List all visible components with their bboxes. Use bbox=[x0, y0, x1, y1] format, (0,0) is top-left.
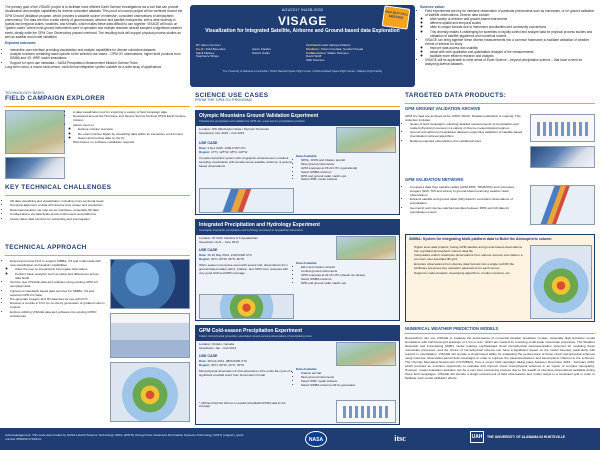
page-title: VISAGE bbox=[278, 14, 327, 28]
collab-name: David Wolff bbox=[306, 54, 322, 59]
case-dates-text: Operations: Jan – Feb 2012 bbox=[199, 345, 237, 350]
fce-item: • A data visualization tool for exploring a variety of field campaign data bbox=[73, 110, 190, 114]
title-block bbox=[190, 5, 415, 87]
case-location-text: Location: W North Carolina & S Appalachian bbox=[199, 236, 258, 240]
data-panel-image bbox=[110, 313, 190, 358]
vn-item: • Extracts satellite and ground radar (GR) data for coincident observations of precipitation bbox=[410, 197, 525, 205]
outcomes-heading: Expected outcomes: bbox=[5, 41, 37, 46]
data-available-item: • GPM overpass at 22:16 UTC (shoals out phase) bbox=[301, 274, 396, 278]
uah-logo bbox=[470, 431, 590, 447]
coi-name: Todd Berendes bbox=[205, 46, 226, 51]
coi-name: Manil Maskey bbox=[196, 50, 215, 55]
section-header-data-products: TARGETED DATA PRODUCTS: bbox=[405, 92, 595, 104]
case-description: Investigate orographic precipitation and hydrology processes in Appalachian Mountains bbox=[199, 228, 303, 232]
use-case-gcpex bbox=[195, 325, 400, 425]
intro-text bbox=[5, 5, 185, 71]
section-header-use-cases bbox=[195, 92, 400, 107]
data-available-item: • GPM overpass at 15:22 UTC (operational) bbox=[301, 167, 396, 171]
data-available-item: • DPR and ground radar match-ups bbox=[301, 175, 396, 179]
section-header-challenges: KEY TECHNICAL CHALLENGES bbox=[5, 184, 190, 196]
science-value-subitem: ◦ improve data access and usability bbox=[430, 46, 596, 50]
data-available-item: • NPOL, DOW and Citation aircraft bbox=[301, 159, 396, 163]
data-available-item: • Select SIMBA columns will be generated bbox=[301, 384, 396, 388]
data-available-item: • Select WRF model subsets bbox=[301, 380, 396, 384]
gcpex-plot-image bbox=[336, 400, 396, 423]
data-available-item: • Select SIMBA columns bbox=[301, 278, 396, 282]
approach-item: • Pre-generate imagery and 3D data tiles for use with FCX bbox=[10, 297, 105, 301]
vn-description bbox=[405, 185, 525, 214]
case-title: Olympic Mountains Ground Validation Experiment bbox=[199, 112, 319, 119]
science-value-item: • Field experiments are key for intensive observation of particular phenomena such as hurricanes, or for ground validation of satellite observations. Diverse data include: bbox=[425, 9, 596, 17]
agu-badge: AGU 2017 FALL MEETING bbox=[382, 5, 411, 29]
approach-item: • Develop a module in FCX for on-the-fly generation of gridded column product bbox=[10, 301, 105, 309]
case-summary: Warm season convective event with severe hail, observations from ground-based radars, ER-2, Citation, and GPM Core overpass with very good GMI and DPR coverage bbox=[199, 262, 289, 275]
data-available-label: Data Available: bbox=[296, 261, 318, 265]
lead-name: Ajinkya Kulkarni bbox=[329, 43, 351, 47]
students-label: Students: bbox=[306, 46, 320, 51]
fce-subitem: ◦ Re-enact mission flights by visualizing data within an interactive environment bbox=[78, 132, 190, 136]
case-location bbox=[199, 128, 319, 136]
collab-label: Collaborators: bbox=[306, 50, 327, 55]
gcpex-map-image bbox=[336, 342, 396, 366]
date-label: Date: bbox=[199, 253, 207, 257]
use-case-tag: USE CASE bbox=[199, 141, 218, 145]
science-value-title: Science value: bbox=[420, 5, 445, 9]
fce-item: • Developed around the Hurricane and Severe Storms Sentinel (HS3) Earth Venture mission bbox=[73, 114, 190, 122]
header bbox=[0, 0, 600, 90]
case-region: 43°N, 80°W, 44°N, 78°W bbox=[211, 362, 244, 367]
archive-item: • Series of field campaigns collecting detailed measurements of precipitation and related physical processes in a variety of diverse meteorological regimes bbox=[410, 122, 525, 130]
science-value-item: • VISAGE will be applicable to other areas of Earth Science – beyond precipitation science – that have a need for analyzing diverse datasets. bbox=[425, 58, 596, 66]
fce-3d-image bbox=[5, 157, 65, 179]
case-header bbox=[196, 111, 399, 126]
case-region: 34°N, 84°W, 36°N, 82°W bbox=[211, 256, 244, 261]
case-date: 3 Dec 2015, 1400-1700 UTC bbox=[207, 146, 246, 150]
archive-text: GPM GV data are archived at the GHRC DAAC. Dataset publication is ongoing. This collection includes: bbox=[405, 114, 521, 122]
science-value-subitem: ◦ wide variety of airborne and ground-based instruments bbox=[430, 17, 596, 21]
case-data-available bbox=[296, 155, 396, 182]
vn-title: GPM VALIDATION NETWORK bbox=[405, 177, 464, 182]
approach-subitem: ◦ Allow the user to interactively interrogate data values bbox=[15, 267, 105, 271]
archive-description bbox=[405, 114, 525, 143]
archive-item: • Ground and airborne precipitation datasets supporting validation of satellite-based precipitation retrieval algorithms bbox=[410, 130, 525, 138]
simba-item: • Supports model analysis, developing algorithms, product versions, etc. bbox=[414, 271, 527, 275]
pi-label: PI: bbox=[196, 43, 200, 47]
case-details bbox=[199, 360, 294, 378]
archive-plot-image bbox=[530, 114, 595, 142]
lead-label: Technical Lead: bbox=[306, 43, 329, 47]
case-location-text: Location: NW Washington State / Olympic Peninsula bbox=[199, 127, 269, 131]
simba-item: • Higher level data product, fusing GPM satellite and ground-based observations into a gridded atmospheric column data file bbox=[414, 245, 527, 253]
case-footnote: * GPM launched Feb 2014 so no suitable (CloudSat/CALIPSO) data for this campaign bbox=[199, 402, 286, 409]
simba-item: • Attributes preserves key operation parameters for each sensor bbox=[414, 266, 527, 270]
outcome-item: • Analytic functions containing tasks specific to the selected use cases – GPM GV observations, higher level products from SIMBA and VS, WRF model simulations bbox=[10, 52, 185, 61]
pi-name: Helen Conover bbox=[200, 43, 221, 47]
globe-visualization-image bbox=[110, 259, 190, 309]
fce-description bbox=[68, 110, 190, 145]
nwp-title: NUMERICAL WEATHER PREDICTION MODELS bbox=[405, 326, 595, 334]
intro-paragraph: The primary goal of the VISAGE project is to facilitate more efficient Earth Science investigations via a tool that can provide visualization and analytic capabilities for diverse coincident datasets. This proof-of-concept project will be centered around the GPM Ground Validation program, which provides a valuable source of intensive, coincident observations of atmospheric phenomena. The data are from a wide variety of ground-based, airborne and satellite instruments, with a wide diversity in spatial and temporal scales, variables, and formats, which makes these data difficult to use together. VISAGE will focus on "golden cases" where most ground instruments were in operation and multiple research aircraft sampled a significant weather event, ideally while the GPM Core Observatory passed overhead. The resulting tools will support physical process studies as well as satellite and model validation. bbox=[5, 5, 183, 40]
fce-item: • Allows users to bbox=[73, 123, 190, 127]
case-details bbox=[199, 254, 294, 276]
uah-logo-mark: UAH bbox=[470, 431, 484, 443]
case-location bbox=[199, 237, 319, 245]
data-available-item: • Citation aircraft bbox=[301, 372, 396, 376]
case-description: Characterize precipitation and validate the GPM rain, snow and ice precipitation products bbox=[199, 119, 305, 123]
nwp-description: Researchers can use VISAGE to evaluate the performance of numerical weather prediction models, especially high-resolution model simulations with horizontal grid spacings of 1 km or less, which are needed for resolving small-scale mesoscale processes. The Weather Research and Forecasting (WRF) model requires sophisticated cloud microphysical parameterization schemes for modeling these mesoscale processes, and the choice of microphysical scheme can have a significant impact on the model forecast, particularly with respect to precipitation. VISAGE will provide a cloud-based ability for evaluating the performance of these cloud microphysical schemes using intensive observation-period field campaigns in order to improve the parameterizations and assumptions inherent in the schemes. The Olympic Mountains Experiment (OLYMPEX), from a recent field campaign taking place between November 2015 - February 2016, which provides an excellent opportunity to evaluate and improve cloud microphysical schemes in an region of complex topography. However, model evaluation activities can be a very time consuming process due to the wealth of intensive observations available during these field campaigns. VISAGE will provide a single environment of field observations and model output in a consistent grid in order to facilitate such model validation efforts. bbox=[405, 336, 595, 380]
collab-name: Walter Petersen bbox=[327, 50, 349, 55]
approach-item: • Extend and reuse FCX to support SIMBA, VS and model data with new visualization and analytic capabilities bbox=[10, 259, 105, 267]
simba-description bbox=[409, 245, 527, 275]
use-cases-title: SCIENCE USE CASES bbox=[195, 92, 269, 99]
date-label: Date: bbox=[199, 359, 207, 363]
case-summary: Complex baroclinic system with orographic enhancement; excellent sampling coordination with simulta-neous satellite, airborne, & ground-based observations bbox=[199, 155, 293, 168]
fce-screenshot-image bbox=[5, 110, 65, 154]
use-case-iphex bbox=[195, 219, 400, 321]
data-available-label: Data Available: bbox=[296, 154, 318, 158]
data-available-item: • DPR and ground radar match-ups bbox=[301, 282, 396, 286]
section-header-tech-basis bbox=[5, 92, 190, 107]
science-value-subitem: ◦ facilitate more efficient research and analysis bbox=[430, 54, 596, 58]
archive-sat-image bbox=[530, 146, 595, 168]
science-value-item: • VISAGE can bring together these diverse measurements into a common framework to facilitate validation of weather events of interest for study bbox=[425, 38, 596, 46]
region-label: Region: bbox=[199, 256, 211, 261]
region-label: Region: bbox=[199, 149, 211, 154]
simba-item: • Encodes observations from diverse data formats into a single netCDF file bbox=[414, 262, 527, 266]
student-name: Sundar Prasad bbox=[343, 46, 364, 51]
case-title: GPM Cold-season Precipitation Experiment bbox=[199, 327, 303, 334]
case-data-available bbox=[296, 262, 396, 285]
coi-name: Aaron Kaulfus bbox=[252, 46, 271, 51]
case-title: Integrated Precipitation and Hydrology Experiment bbox=[199, 221, 320, 228]
student-name: Sriram Kandala bbox=[320, 46, 342, 51]
acknowledgement: Acknowledgement: This work was funded by NASA's Earth Science Technology Office (ESTO) through their Advanced Information Systems Technology (AIST) program, grant number 80NSSC17K0414. bbox=[5, 433, 244, 441]
vn-item: • Compares data from satellite radars (GPM DPR, TRMM PR) and microwave imagers (GMI, TMI and others) to ground-based scanning weather radar observations bbox=[410, 185, 525, 197]
science-value-subitem: ◦ often in unique formats due to instrument peculiarities and community conventions bbox=[430, 25, 596, 29]
archive-item: • Related extended observations from additional sites bbox=[410, 139, 525, 143]
data-available-item: • Limited ground instruments bbox=[301, 270, 396, 274]
science-value-subitem: ◦ different spatial and temporal scales bbox=[430, 21, 596, 25]
date-label: Date: bbox=[199, 146, 207, 150]
page-subtitle: Visualization for Integrated Satellite, Airborne and Ground-based data Exploration bbox=[205, 28, 400, 34]
approach-item: • Explore utilizing VISAGE data and software into existing GHRC architecture bbox=[10, 310, 105, 318]
coi-name: Patrick Gatlin bbox=[252, 50, 270, 55]
approach-list bbox=[5, 259, 105, 318]
coi-name: Stephanie Wingo bbox=[196, 54, 219, 59]
fce-item: • Web-based, no software installation required bbox=[73, 140, 190, 144]
case-description: Collect microphysical properties, associated remote sensing observations of precipitating snow bbox=[199, 334, 312, 338]
data-available-item: • Select SIMBA columns bbox=[301, 171, 396, 175]
radar-3d-image bbox=[110, 362, 190, 422]
case-data-available bbox=[296, 368, 396, 388]
use-case-tag: USE CASE bbox=[199, 248, 218, 252]
challenges-list bbox=[5, 199, 190, 221]
olympex-map-image bbox=[336, 127, 396, 153]
itsc-logo: itsc bbox=[394, 434, 406, 443]
simba-item: • Interpolates and/or resamples observations from various sources onto data in a common user-specified 3D grid bbox=[414, 253, 527, 261]
challenge-item: • Temporal alignment of data with diverse time scales and resolutions bbox=[10, 203, 190, 207]
iphex-radar-image bbox=[199, 294, 294, 319]
iphex-map-image bbox=[336, 236, 396, 260]
use-case-olympex bbox=[195, 110, 400, 215]
challenge-item: • Configurations via data fields across instruments and platforms bbox=[10, 212, 190, 216]
case-region: 47°N, 125°W, 48°N, 123°W bbox=[211, 149, 248, 154]
footer bbox=[0, 428, 600, 450]
data-available-label: Data Available: bbox=[296, 367, 318, 371]
science-value bbox=[420, 5, 596, 66]
archive-title: GPM GROUND VALIDATION ARCHIVE bbox=[405, 106, 481, 111]
collab-name: Walt Petersen bbox=[306, 58, 325, 63]
case-location-text: Location: Ontario, Canada bbox=[199, 342, 235, 346]
data-available-item: • Select WRF model subsets bbox=[301, 178, 396, 182]
challenge-item: • Data interoperation via map server interfaces, especially 3D data bbox=[10, 208, 190, 212]
data-available-item: • Most ground instruments bbox=[301, 376, 396, 380]
tech-basis-label: TECHNOLOGY BASIS: bbox=[5, 91, 45, 95]
fce-subitem: ◦ Explore mission overview bbox=[78, 127, 190, 131]
science-value-subitem: ◦ This diversity makes it challenging for scientists to rapidly collect and analyze data for physical process studies and validation of satellite algorithms and numerical models bbox=[430, 30, 596, 38]
author-list: PI: Helen Conover Co-Is: Todd Berendes Manil Maskey Stephanie Wingo Aaron Kaulfus Patrick Gatlin Technical Lead: Ajinkya Kulkarni Students: Sriram Kandala, Sundar Prasad Collaborators: Walter Petersen David Wolff Walt Petersen The University of Alabama in Huntsville • NASA Marshall Space Flight Center • NASA Goddard Space Flight Center • Wallops Flight Facility bbox=[196, 44, 409, 84]
uah-logo-text: THE UNIVERSITY OF ALABAMA IN HUNTSVILLE bbox=[487, 434, 566, 439]
use-cases-subtitle: FROM THE GPM GV PROGRAM bbox=[195, 98, 252, 102]
case-date: 15-16 May 2014, 2100-0300 UTC bbox=[207, 253, 253, 257]
case-dates-text: Operations: Nov 2015 – Feb 2016 bbox=[199, 130, 245, 135]
approach-subitem: ◦ Perform basic analytics such as ratios and differences across data fields bbox=[15, 272, 105, 280]
vn-swath-image bbox=[530, 185, 595, 225]
outcome-item: • Support for open-use metadata – NASA Precipitation Measurement Mission Science Team bbox=[10, 61, 185, 65]
case-dates-text: Operations: April – June 2014 bbox=[199, 239, 239, 244]
case-header bbox=[196, 326, 399, 341]
section-header-approach: TECHNICAL APPROACH bbox=[5, 244, 190, 256]
agu-code: AGU2017 IN43B-0032 bbox=[281, 8, 324, 12]
data-available-item: • Most ground instruments bbox=[301, 163, 396, 167]
case-header bbox=[196, 220, 399, 235]
data-available-item: • ER-2 and Citation aircraft bbox=[301, 266, 396, 270]
simba-column-image bbox=[530, 245, 592, 319]
simba-box bbox=[405, 234, 595, 322]
use-case-tag: USE CASE bbox=[199, 354, 218, 358]
case-location bbox=[199, 343, 319, 351]
region-label: Region: bbox=[199, 362, 211, 367]
affiliations: The University of Alabama in Huntsville • NASA Marshall Space Flight Center • NASA Goddard Space Flight Center • Wallops Flight Facility bbox=[222, 70, 383, 73]
case-date: 18 Feb 2012, 0800-0000 UTC bbox=[207, 359, 248, 363]
coi-label: Co-Is: bbox=[196, 46, 205, 51]
simba-title: SIMBA: System for Integrating Multi-platform data to Build the Atmospheric column bbox=[409, 237, 552, 241]
approach-item: • Test the new VISAGE data and software using existing GPM GV campaign data bbox=[10, 280, 105, 288]
approach-item: • Implement standards based data services for SIMBA, VS and selected GPM GV data bbox=[10, 289, 105, 297]
science-value-subitem: ◦ assist with both qualitative and quantitative analysis of the measurements bbox=[430, 50, 596, 54]
outcome-item: • Interactive user interface providing visualization and analytic capabilities for diverse coincident datasets bbox=[10, 48, 185, 52]
olympex-swath-image bbox=[199, 188, 294, 213]
fce-subitem: ◦ Select and preview data on the fly bbox=[78, 136, 190, 140]
challenge-item: • 3D data visualizing and visualization, including cross-sectional views bbox=[10, 199, 190, 203]
nasa-logo: NASA bbox=[305, 431, 327, 447]
challenge-item: • Cloud-native data services for subsetting and interrogation bbox=[10, 217, 190, 221]
case-summary: Microphysical observation & char-acteristics of the entire life cycle of a significant snowfall event from broad warm frontal bbox=[199, 368, 293, 377]
vn-item: • Geometric and volume-matched samples between DPR and GR data for precipitation events bbox=[410, 206, 525, 214]
fce-title: FIELD CAMPAIGN EXPLORER bbox=[5, 95, 105, 102]
long-term-vision: Long-term vision: a robust multi-sensor, multi-format integration system suitable for a wide array of applications bbox=[5, 64, 162, 69]
case-details bbox=[199, 147, 294, 169]
